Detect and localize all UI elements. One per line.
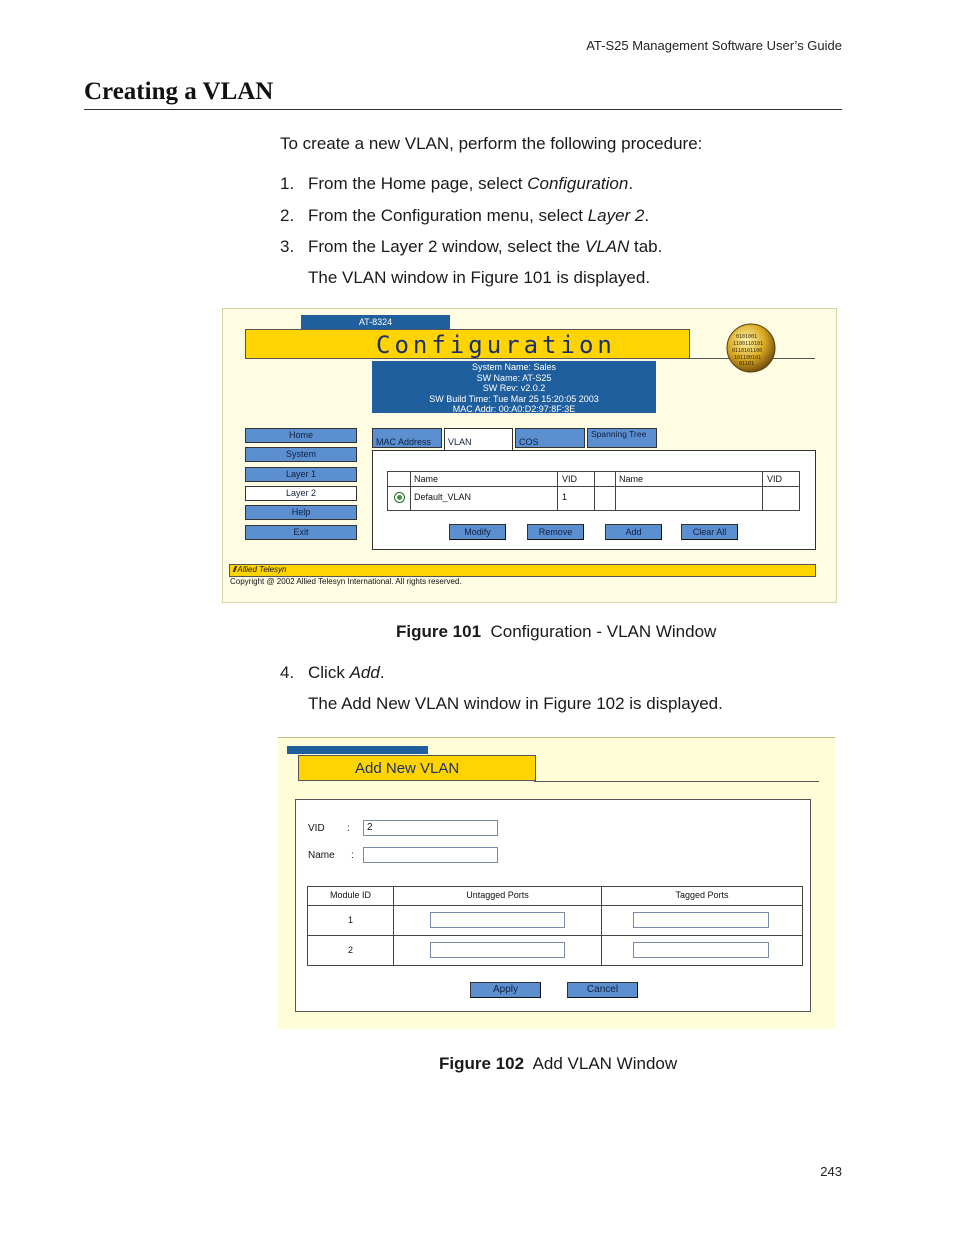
- vid-label: VID: [308, 823, 325, 834]
- title-rule: [84, 109, 842, 110]
- device-tab: AT-8324: [301, 315, 450, 329]
- svg-text:1100110101: 1100110101: [733, 341, 764, 347]
- apply-button[interactable]: Apply: [470, 982, 541, 998]
- column-header: VID: [562, 474, 578, 484]
- window-top-tab: [287, 746, 428, 754]
- config-title: Configuration: [376, 331, 616, 359]
- step-number: 4.: [280, 663, 295, 682]
- untagged-ports-input[interactable]: [430, 942, 565, 958]
- tab-spanning-tree[interactable]: Spanning Tree: [587, 428, 657, 448]
- system-info-line: SW Name: AT-S25: [476, 372, 552, 383]
- footer-brand: // Allied Telesyn: [233, 565, 287, 574]
- nav-exit-button[interactable]: Exit: [245, 525, 357, 540]
- svg-text:0101001: 0101001: [736, 334, 758, 340]
- module-id-cell: 1: [347, 915, 353, 925]
- footer-bar: [229, 564, 816, 577]
- nav-system-button[interactable]: System: [245, 447, 357, 462]
- svg-text:01101: 01101: [739, 361, 755, 367]
- nav-layer1-button[interactable]: Layer 1: [245, 467, 357, 482]
- svg-text:0110101100: 0110101100: [732, 348, 763, 354]
- module-ports-table: [307, 886, 803, 966]
- tab-vlan[interactable]: VLAN: [444, 428, 513, 450]
- figure-101-screenshot: [222, 308, 837, 603]
- config-title-bar: [245, 329, 690, 359]
- modify-button[interactable]: Modify: [449, 524, 506, 540]
- column-header: Name: [414, 474, 439, 484]
- vid-input[interactable]: 2: [363, 820, 498, 836]
- nav-home-button[interactable]: Home: [245, 428, 357, 443]
- vlan-table: [387, 471, 800, 511]
- page-number: 243: [820, 1164, 842, 1179]
- add-vlan-title-bar: [298, 755, 536, 781]
- step-text: From the Layer 2 window, select the VLAN tab.: [308, 237, 663, 256]
- untagged-ports-input[interactable]: [430, 912, 565, 928]
- vlan-panel: [372, 450, 816, 550]
- globe-logo-icon: [726, 323, 776, 373]
- figure-102-screenshot: [278, 737, 835, 1029]
- step-number: 3.: [280, 237, 295, 256]
- add-button[interactable]: Add: [605, 524, 662, 540]
- vid-colon: :: [347, 823, 350, 834]
- module-id-cell: 2: [347, 945, 353, 955]
- column-header: Name: [619, 474, 644, 484]
- step-number: 1.: [280, 174, 295, 193]
- column-header: Tagged Ports: [675, 890, 729, 900]
- table-cell-vid: 1: [562, 492, 568, 502]
- name-colon: :: [351, 850, 354, 861]
- column-header: VID: [767, 474, 783, 484]
- add-vlan-form-panel: [295, 799, 811, 1012]
- step-4: [280, 663, 385, 683]
- tagged-ports-input[interactable]: [633, 912, 769, 928]
- figure-101-caption: Figure 101 Configuration - VLAN Window: [396, 622, 717, 641]
- tab-cos[interactable]: COS: [515, 428, 585, 448]
- intro-text: To create a new VLAN, perform the following procedure:: [280, 134, 703, 153]
- name-label: Name: [308, 850, 335, 861]
- column-header: Untagged Ports: [466, 890, 529, 900]
- name-input[interactable]: [363, 847, 498, 863]
- allied-logo-icon: //: [233, 565, 236, 574]
- step-3-result: The VLAN window in Figure 101 is displayed.: [308, 268, 651, 287]
- section-title: Creating a VLAN: [84, 78, 274, 105]
- system-info-panel: [372, 361, 656, 413]
- step-text: From the Home page, select Configuration.: [308, 174, 634, 193]
- step-2: [280, 206, 650, 226]
- add-vlan-title: Add New VLAN: [355, 760, 460, 777]
- copyright-text: Copyright @ 2002 Allied Telesyn International. All rights reserved.: [230, 577, 462, 586]
- remove-button[interactable]: Remove: [527, 524, 584, 540]
- step-text: Click Add.: [308, 663, 385, 682]
- clear-all-button[interactable]: Clear All: [681, 524, 738, 540]
- cancel-button[interactable]: Cancel: [567, 982, 638, 998]
- system-info-line: MAC Addr: 00:A0:D2:97:8F:3E: [452, 404, 576, 414]
- system-info-line: SW Rev: v2.0.2: [482, 383, 546, 393]
- system-info-line: System Name: Sales: [471, 362, 557, 372]
- title-underline: [534, 781, 819, 782]
- nav-layer2-button[interactable]: Layer 2: [245, 486, 357, 501]
- step-number: 2.: [280, 206, 295, 225]
- running-header: AT-S25 Management Software User’s Guide: [586, 38, 842, 53]
- column-header: Module ID: [329, 890, 372, 900]
- figure-102-caption: Figure 102 Add VLAN Window: [439, 1054, 678, 1073]
- svg-text:101100101: 101100101: [734, 355, 762, 361]
- table-cell-name: Default_VLAN: [414, 492, 472, 502]
- tab-mac-address[interactable]: MAC Address: [372, 428, 442, 448]
- nav-help-button[interactable]: Help: [245, 505, 357, 520]
- step-1: [280, 174, 634, 194]
- tagged-ports-input[interactable]: [633, 942, 769, 958]
- step-3: [280, 237, 663, 257]
- step-4-result: The Add New VLAN window in Figure 102 is displayed.: [308, 694, 723, 713]
- step-text: From the Configuration menu, select Layer 2.: [308, 206, 650, 225]
- vlan-radio-button[interactable]: [394, 492, 405, 503]
- system-info-line: SW Build Time: Tue Mar 25 15:20:05 2003: [429, 393, 599, 404]
